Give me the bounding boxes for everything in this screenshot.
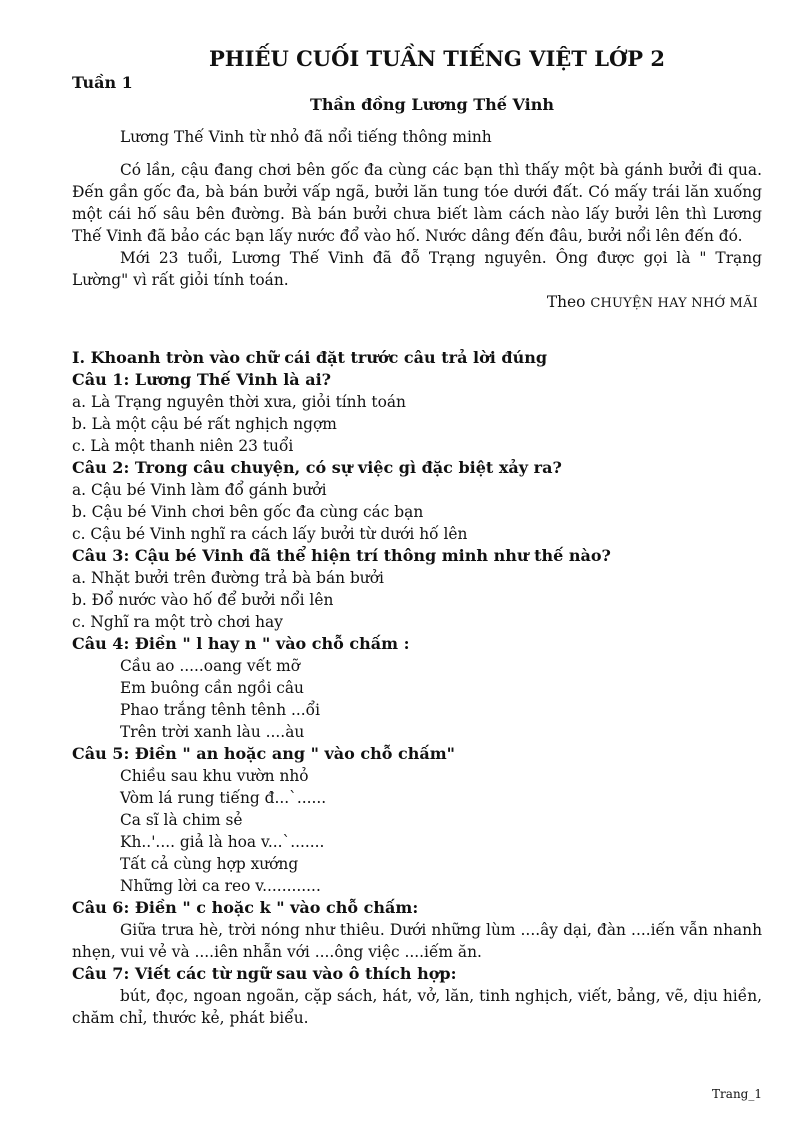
question-4-line-2: Em buông cần ngồi câu	[120, 679, 304, 697]
source-prefix: Theo	[546, 293, 586, 311]
question-1-title: Câu 1: Lương Thế Vinh là ai?	[72, 370, 332, 389]
question-3-option-c: c. Nghĩ ra một trò chơi hay	[72, 613, 283, 631]
question-1-option-c: c. Là một thanh niên 23 tuổi	[72, 437, 294, 455]
question-3-title: Câu 3: Cậu bé Vinh đã thể hiện trí thông minh như thế nào?	[72, 546, 611, 565]
source-name: CHUYỆN HAY NHỚ MÃI	[590, 296, 758, 311]
question-2-option-c: c. Cậu bé Vinh nghĩ ra cách lấy bưởi từ dưới hố lên	[72, 525, 468, 543]
page-number: Trang_1	[712, 1087, 762, 1101]
question-2-option-b: b. Cậu bé Vinh chơi bên gốc đa cùng các bạn	[72, 503, 424, 521]
story-source	[72, 291, 758, 315]
question-5-line-4: Kh..'.... giả là hoa v...`.......	[120, 833, 325, 851]
story-title: Thần đồng Lương Thế Vinh	[309, 95, 555, 114]
question-5-title: Câu 5: Điền " an hoặc ang " vào chỗ chấm"	[72, 744, 456, 763]
question-5-line-3: Ca sĩ là chim sẻ	[120, 811, 243, 829]
question-3-option-b: b. Đổ nước vào hố để bưởi nổi lên	[72, 591, 334, 609]
page-title: PHIẾU CUỐI TUẦN TIẾNG VIỆT LỚP 2	[208, 46, 665, 71]
question-7-title: Câu 7: Viết các từ ngữ sau vào ô thích hợp:	[72, 964, 457, 983]
question-5-line-1: Chiều sau khu vườn nhỏ	[120, 767, 309, 785]
question-6-title: Câu 6: Điền " c hoặc k " vào chỗ chấm:	[72, 898, 419, 917]
question-4-line-3: Phao trắng tênh tênh ...ổi	[120, 701, 321, 719]
question-1-option-b: b. Là một cậu bé rất nghịch ngợm	[72, 415, 337, 433]
story-paragraph-1: Lương Thế Vinh từ nhỏ đã nổi tiếng thông minh	[120, 128, 492, 146]
question-5-line-2: Vòm lá rung tiếng đ...`......	[120, 789, 327, 807]
question-3-option-a: a. Nhặt bưởi trên đường trả bà bán bưởi	[72, 569, 384, 587]
story-paragraph-2: Có lần, cậu đang chơi bên gốc đa cùng các bạn thì thấy một bà gánh bưởi đi qua. Đến gần gốc đa, bà bán bưởi vấp ngã, bưởi lăn tung tóe dưới đất. Có mấy trái lăn xuống một cái hố sâu bên đường. Bà bán bưởi chưa biết làm cách nào lấy bưởi lên thì Lương Thế Vinh đã bảo các bạn lấy nước đổ vào hố. Nước dâng đến đâu, bưởi nổi lên đến đó.	[72, 161, 762, 245]
question-5-line-6: Những lời ca reo v............	[120, 877, 321, 895]
worksheet-page	[72, 44, 762, 1029]
question-4-line-1: Cầu ao .....oang vết mỡ	[120, 657, 301, 675]
question-5-line-5: Tất cả cùng hợp xướng	[120, 855, 299, 873]
question-6-text: Giữa trưa hè, trời nóng như thiêu. Dưới những lùm ....ây dại, đàn ....iến vẫn nhanh nhẹn, vui vẻ và ....iên nhẫn với ....ông việc ....iếm ăn.	[72, 921, 762, 961]
story-paragraph-3: Mới 23 tuổi, Lương Thế Vinh đã đỗ Trạng nguyên. Ông được gọi là " Trạng Lường" vì rất giỏi tính toán.	[72, 249, 762, 289]
week-label: Tuần 1	[72, 73, 133, 92]
question-7-word-list: bút, đọc, ngoan ngoãn, cặp sách, hát, vở, lăn, tinh nghịch, viết, bảng, vẽ, dịu hiền, chăm chỉ, thước kẻ, phát biểu.	[72, 987, 762, 1027]
question-2-title: Câu 2: Trong câu chuyện, có sự việc gì đặc biệt xảy ra?	[72, 458, 562, 477]
section-heading: I. Khoanh tròn vào chữ cái đặt trước câu trả lời đúng	[72, 348, 548, 367]
question-1-option-a: a. Là Trạng nguyên thời xưa, giỏi tính toán	[72, 393, 406, 411]
question-4-line-4: Trên trời xanh làu ....àu	[120, 723, 305, 741]
question-4-title: Câu 4: Điền " l hay n " vào chỗ chấm :	[72, 634, 410, 653]
question-2-option-a: a. Cậu bé Vinh làm đổ gánh bưởi	[72, 481, 327, 499]
